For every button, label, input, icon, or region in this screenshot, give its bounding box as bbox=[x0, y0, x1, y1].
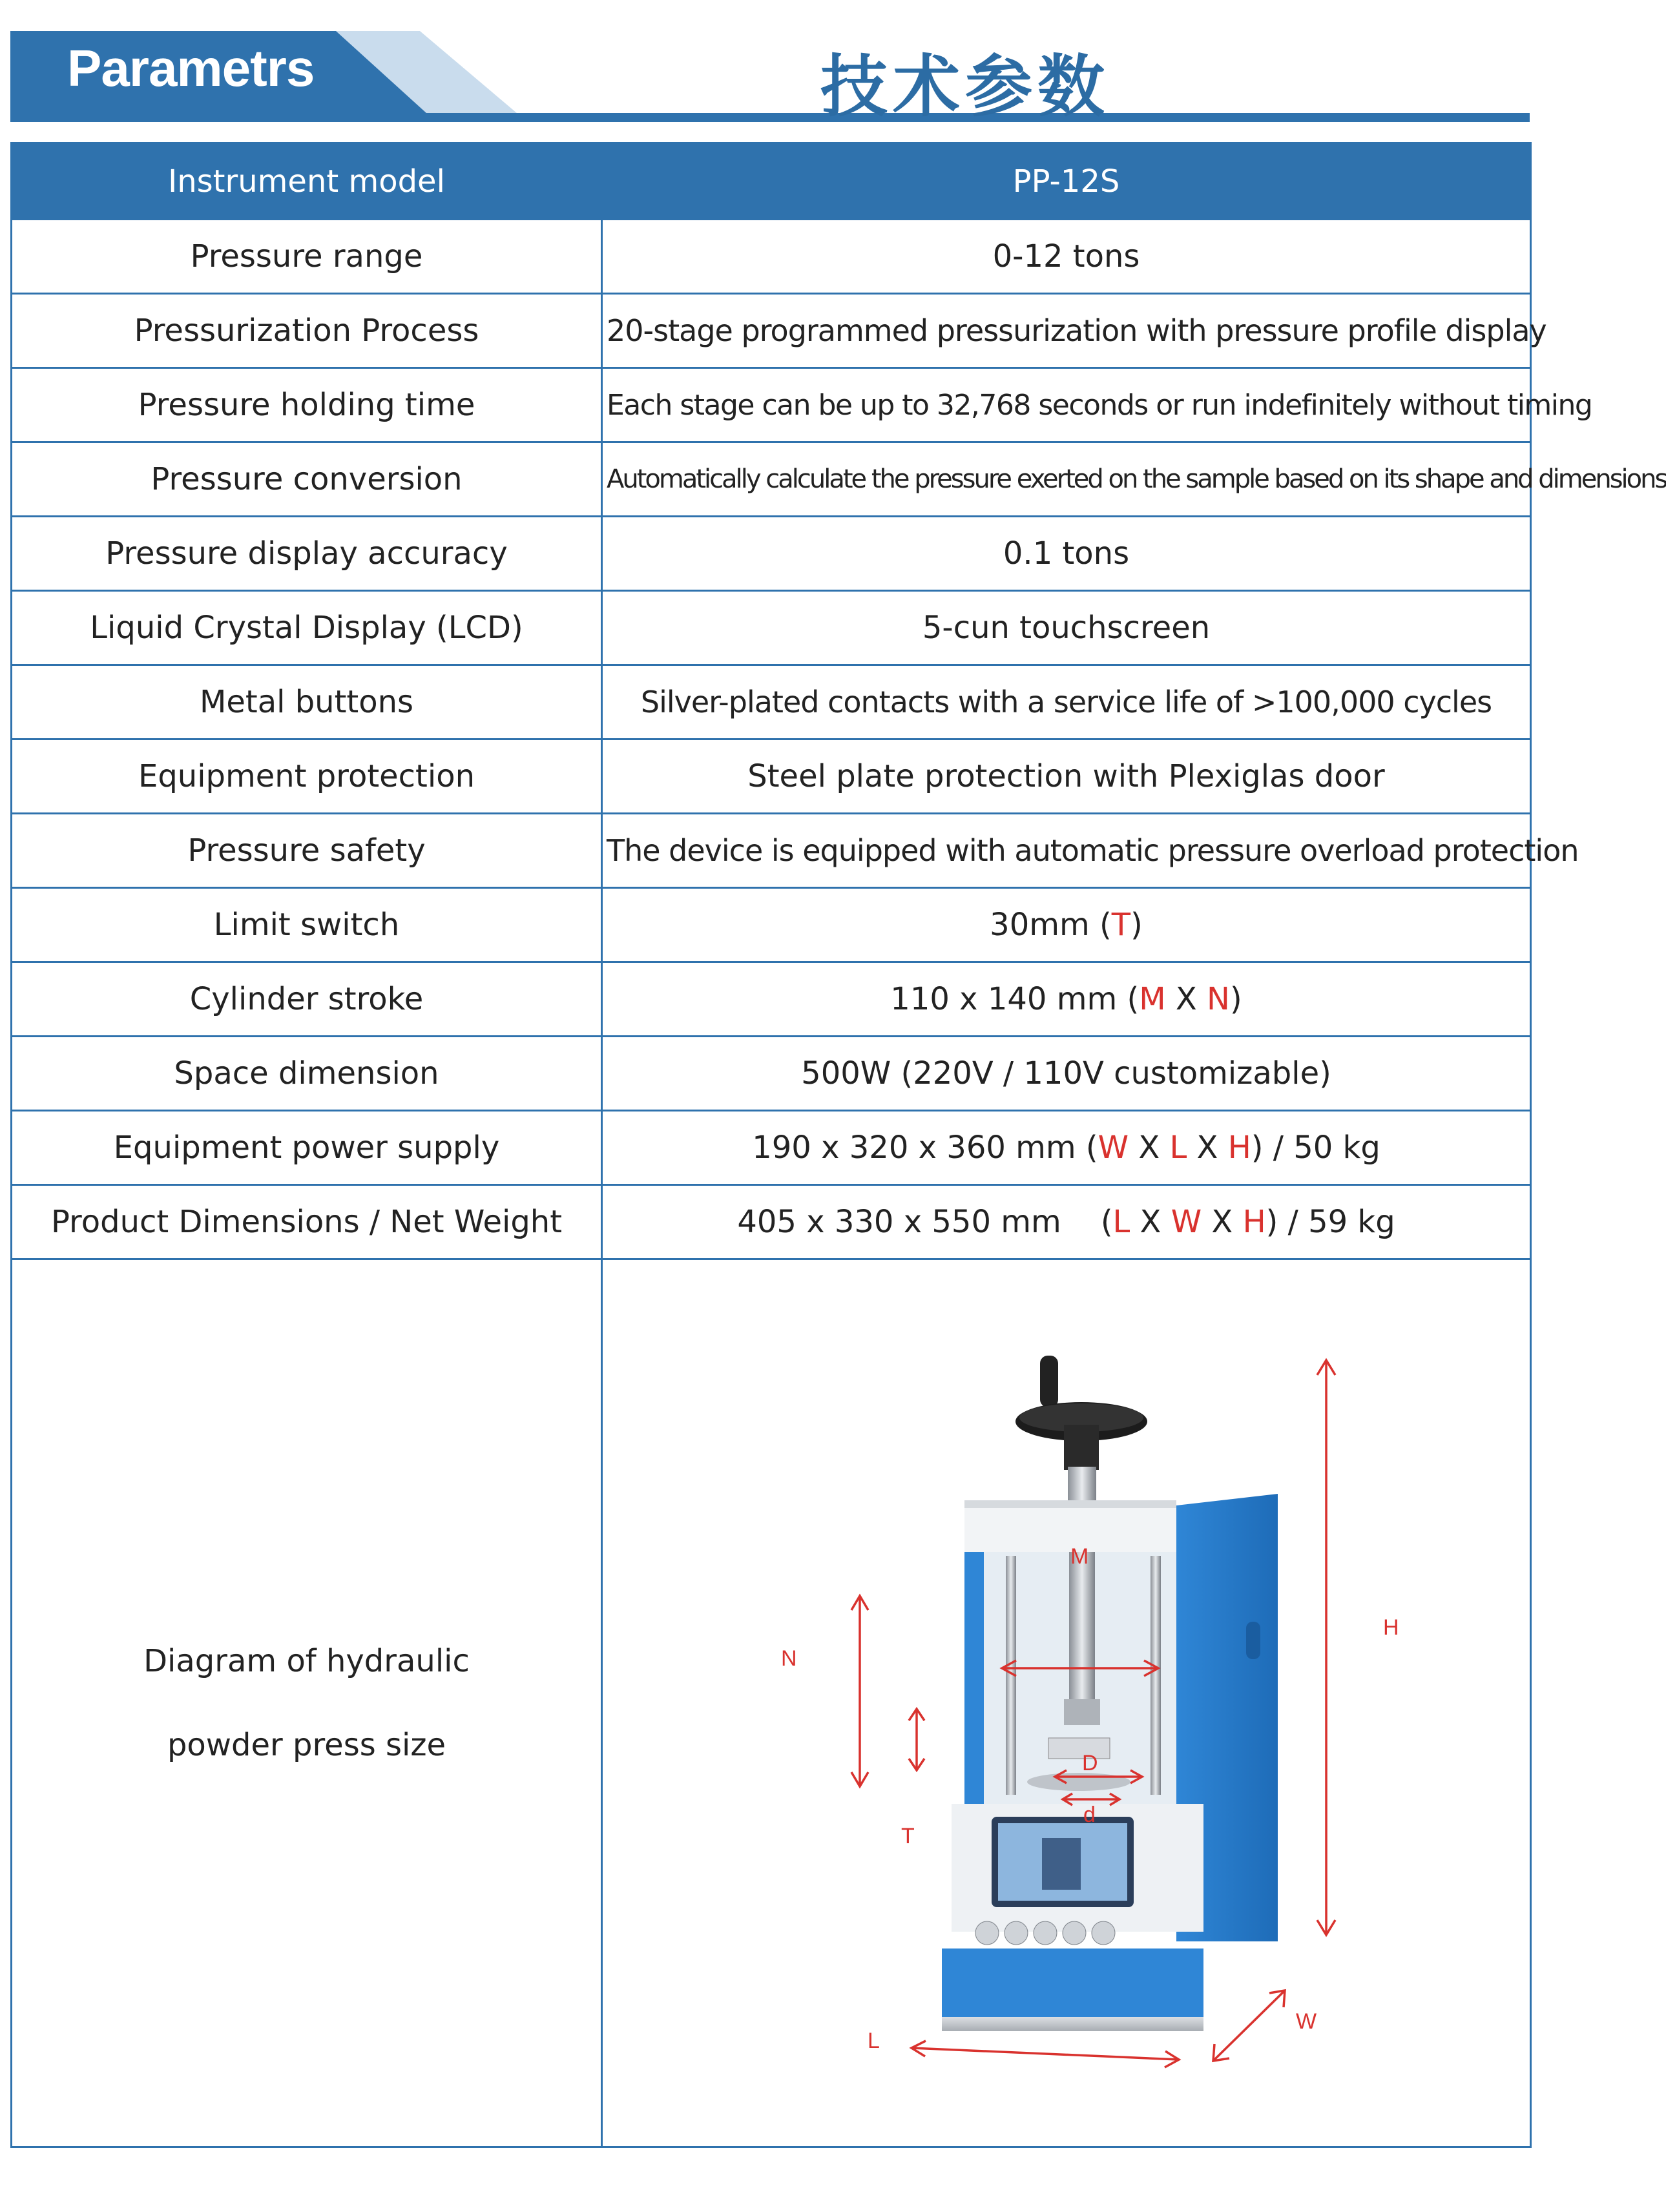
marker-m: M bbox=[1139, 981, 1166, 1017]
value-text: 30mm ( bbox=[990, 907, 1112, 943]
row-label: Pressure display accuracy bbox=[12, 517, 602, 591]
row-value: 0-12 tons bbox=[602, 220, 1531, 294]
value-text: ) / 50 kg bbox=[1251, 1130, 1380, 1166]
label-h: H bbox=[1383, 1615, 1399, 1640]
label-w: W bbox=[1296, 2009, 1317, 2034]
row-value: Each stage can be up to 32,768 seconds or run indefinitely without timing bbox=[602, 368, 1531, 442]
table-row bbox=[12, 814, 1531, 888]
table-row bbox=[12, 591, 1531, 665]
value-text: X bbox=[1130, 1204, 1171, 1240]
diagram-row bbox=[12, 1259, 1531, 2147]
row-value bbox=[602, 888, 1531, 962]
table-row bbox=[12, 1111, 1531, 1185]
table-row bbox=[12, 517, 1531, 591]
row-label: Cylinder stroke bbox=[12, 962, 602, 1037]
marker-h: H bbox=[1227, 1130, 1251, 1166]
row-value bbox=[602, 1111, 1531, 1185]
table-row bbox=[12, 888, 1531, 962]
row-label: Space dimension bbox=[12, 1037, 602, 1111]
row-value bbox=[602, 962, 1531, 1037]
diagram-label-line1: Diagram of hydraulic bbox=[143, 1643, 470, 1679]
header-value: PP-12S bbox=[602, 143, 1531, 220]
marker-w: W bbox=[1098, 1130, 1129, 1166]
table-row bbox=[12, 1185, 1531, 1259]
header-title-en: Parametrs bbox=[67, 39, 315, 97]
row-label: Equipment protection bbox=[12, 739, 602, 814]
value-text: X bbox=[1202, 1204, 1243, 1240]
diagram-label-line2: powder press size bbox=[167, 1727, 446, 1763]
row-value: Steel plate protection with Plexiglas door bbox=[602, 739, 1531, 814]
table-row bbox=[12, 962, 1531, 1037]
press-diagram bbox=[603, 1260, 1532, 2148]
row-label: Product Dimensions / Net Weight bbox=[12, 1185, 602, 1259]
marker-h: H bbox=[1242, 1204, 1266, 1240]
row-value: 500W (220V / 110V customizable) bbox=[602, 1037, 1531, 1111]
table-row bbox=[12, 368, 1531, 442]
press-illustration bbox=[942, 1356, 1278, 2031]
marker-t: T bbox=[1111, 907, 1131, 943]
marker-n: N bbox=[1207, 981, 1230, 1017]
label-d-lower: d bbox=[1083, 1803, 1096, 1827]
marker-l: L bbox=[1169, 1130, 1187, 1166]
table-row bbox=[12, 294, 1531, 368]
row-label: Pressure conversion bbox=[12, 442, 602, 517]
row-value: 0.1 tons bbox=[602, 517, 1531, 591]
row-value: Automatically calculate the pressure exerted on the sample based on its shape and dimensions bbox=[602, 442, 1531, 517]
row-value: 5-cun touchscreen bbox=[602, 591, 1531, 665]
value-text: X bbox=[1165, 981, 1207, 1017]
label-m: M bbox=[1070, 1544, 1089, 1569]
row-label: Equipment power supply bbox=[12, 1111, 602, 1185]
marker-l: L bbox=[1112, 1204, 1130, 1240]
diagram-label bbox=[12, 1259, 602, 2147]
label-n: N bbox=[781, 1646, 797, 1671]
value-text: ) bbox=[1229, 981, 1242, 1017]
header-label: Instrument model bbox=[12, 143, 602, 220]
table-row bbox=[12, 739, 1531, 814]
row-label: Liquid Crystal Display (LCD) bbox=[12, 591, 602, 665]
value-text: 110 x 140 mm ( bbox=[890, 981, 1140, 1017]
row-label: Metal buttons bbox=[12, 665, 602, 739]
row-value: The device is equipped with automatic pressure overload protection bbox=[602, 814, 1531, 888]
table-row bbox=[12, 665, 1531, 739]
label-d-upper: D bbox=[1082, 1751, 1098, 1775]
row-label: Pressure range bbox=[12, 220, 602, 294]
row-label: Pressure safety bbox=[12, 814, 602, 888]
header-title-cn: 技术参数 bbox=[820, 47, 1110, 126]
value-text: X bbox=[1187, 1130, 1228, 1166]
table-row bbox=[12, 1037, 1531, 1111]
table-row bbox=[12, 442, 1531, 517]
page-header bbox=[0, 0, 1542, 129]
row-label: Limit switch bbox=[12, 888, 602, 962]
row-value bbox=[602, 1185, 1531, 1259]
value-text: ) bbox=[1130, 907, 1143, 943]
spec-table bbox=[10, 142, 1666, 2148]
marker-w: W bbox=[1171, 1204, 1202, 1240]
row-label: Pressure holding time bbox=[12, 368, 602, 442]
label-t: T bbox=[901, 1824, 915, 1848]
value-text: 190 x 320 x 360 mm ( bbox=[752, 1130, 1098, 1166]
label-l: L bbox=[868, 2029, 880, 2053]
table-header-row bbox=[12, 143, 1531, 220]
row-value: 20-stage programmed pressurization with pressure profile display bbox=[602, 294, 1531, 368]
value-text: X bbox=[1129, 1130, 1170, 1166]
diagram-cell bbox=[602, 1259, 1531, 2147]
row-value: Silver-plated contacts with a service life of >100,000 cycles bbox=[602, 665, 1531, 739]
value-text: ) / 59 kg bbox=[1265, 1204, 1395, 1240]
value-text: 405 x 330 x 550 mm ( bbox=[737, 1204, 1113, 1240]
table-row bbox=[12, 220, 1531, 294]
row-label: Pressurization Process bbox=[12, 294, 602, 368]
